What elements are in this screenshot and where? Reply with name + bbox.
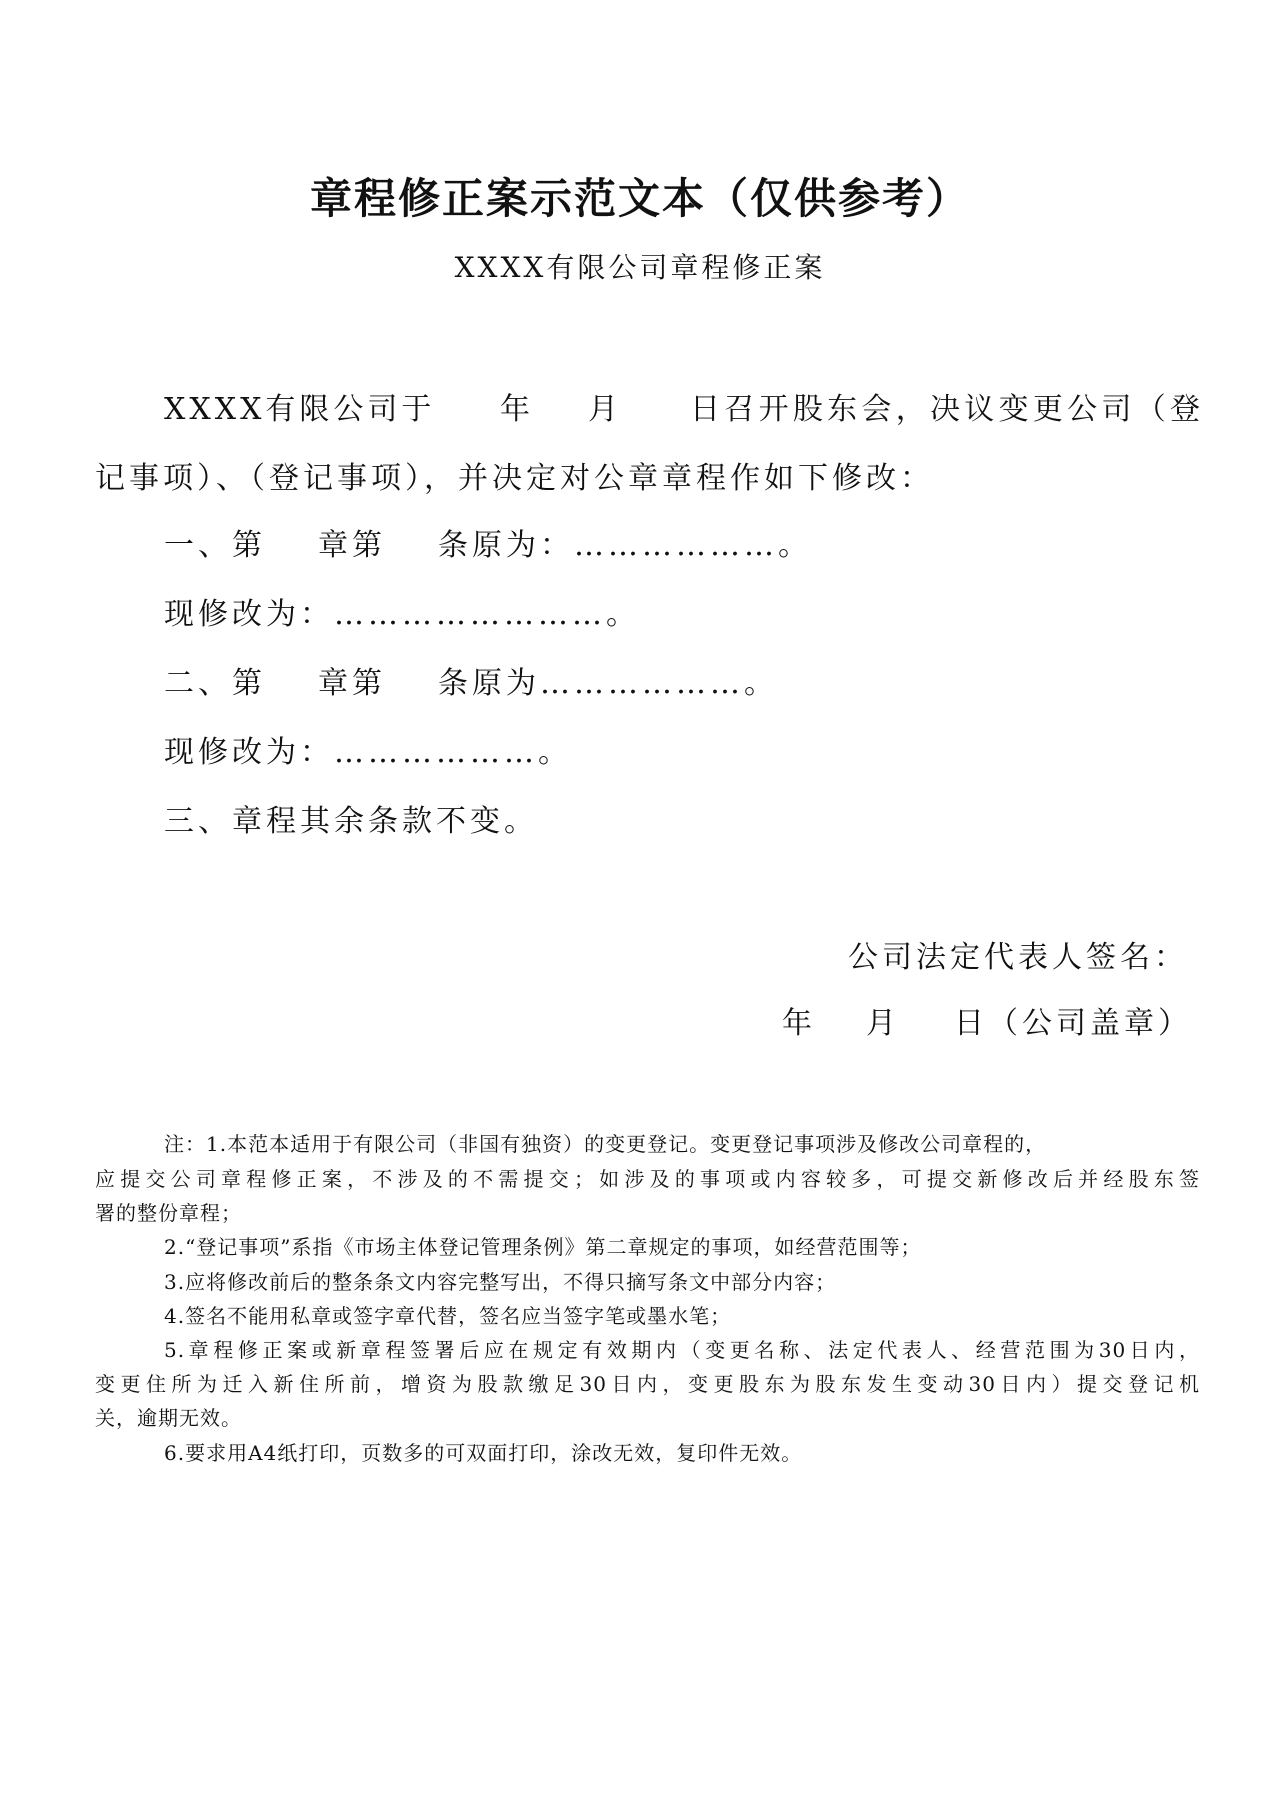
signature-month: 月: [866, 1006, 900, 1041]
item3: 三、章程其余条款不变。: [164, 804, 538, 839]
note-6: 6.要求用A4纸打印，页数多的可双面打印，涂改无效，复印件无效。: [164, 1441, 803, 1465]
note-5-line1: 5.章程修正案或新章程签署后应在规定有效期内（变更名称、法定代表人、经营范围为30日内，: [164, 1338, 1200, 1362]
note-1-line1: 注：1.本范本适用于有限公司（非国有独资）的变更登记。变更登记事项涉及修改公司章程的，: [164, 1132, 1047, 1156]
note-3: 3.应将修改前后的整条条文内容完整写出，不得只摘写条文中部分内容；: [164, 1270, 837, 1294]
item1-original: 条原为：………………。: [438, 528, 812, 563]
document-title: 章程修正案示范文本（仅供参考）: [309, 174, 970, 223]
item2-amended: 现修改为：………………。: [164, 735, 572, 770]
note-5-line2: 变更住所为迁入新住所前，增资为股款缴足30日内，变更股东为股东发生变动30日内）提交登记机: [95, 1372, 1200, 1396]
body-line1-company: XXXX有限公司于: [164, 392, 436, 427]
note-2: 2.“登记事项”系指《市场主体登记管理条例》第二章规定的事项，如经营范围等；: [164, 1235, 922, 1259]
item2-prefix: 二、第: [164, 666, 266, 701]
item1-prefix: 一、第: [164, 528, 266, 563]
note-1-line3: 署的整份章程；: [95, 1201, 242, 1225]
item2-chapter: 章第: [318, 666, 386, 701]
body-line1-month: 月: [588, 392, 622, 427]
body-line2: 记事项）、（登记事项），并决定对公章章程作如下修改：: [95, 461, 934, 496]
note-4: 4.签名不能用私章或签字章代替，签名应当签字笔或墨水笔；: [164, 1304, 732, 1328]
note-5-line3: 关，逾期无效。: [95, 1406, 242, 1430]
item1-chapter: 章第: [318, 528, 386, 563]
note-1-line2: 应提交公司章程修正案，不涉及的不需提交；如涉及的事项或内容较多，可提交新修改后并经股东签: [95, 1167, 1200, 1191]
item2-original: 条原为………………。: [438, 666, 778, 701]
signature-year: 年: [782, 1006, 816, 1041]
body-line1-rest: 日召开股东会，决议变更公司（登: [690, 392, 1200, 427]
signature-label: 公司法定代表人签名：: [848, 940, 1188, 975]
item1-amended: 现修改为：……………………。: [164, 597, 640, 632]
body-line1-year: 年: [500, 392, 534, 427]
signature-day-seal: 日（公司盖章）: [954, 1006, 1192, 1041]
document-subtitle: XXXX有限公司章程修正案: [454, 251, 826, 284]
